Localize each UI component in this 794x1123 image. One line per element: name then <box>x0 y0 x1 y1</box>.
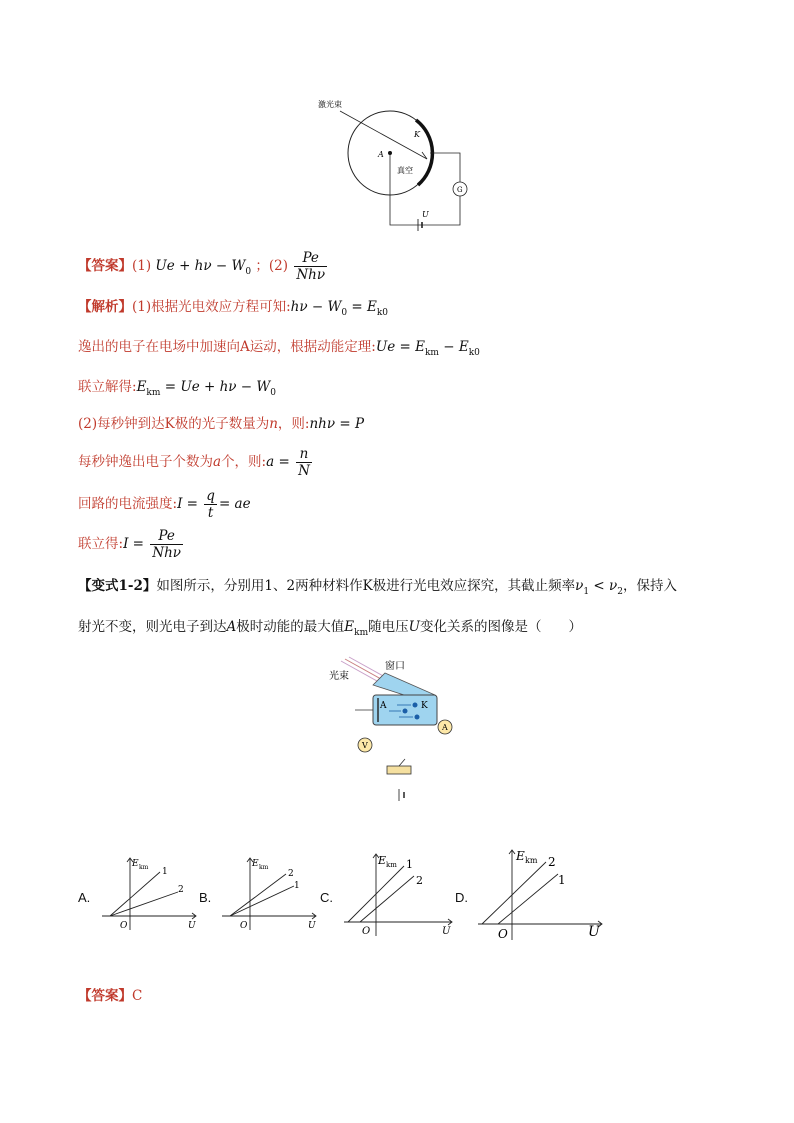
svg-text:U: U <box>308 921 316 931</box>
svg-text:E: E <box>252 859 259 869</box>
fraction-n-over-N: $\frac{n}{N}$ <box>298 446 310 479</box>
a-label: A <box>378 150 384 159</box>
fraction-q-over-t: $\frac{q}{t}$ <box>206 488 215 521</box>
line-1 <box>498 874 558 924</box>
answer-expr1: Ue + hν − W <box>155 258 246 274</box>
svg-text:2: 2 <box>548 855 556 869</box>
option-d-label[interactable]: D. <box>455 890 468 905</box>
svg-text:km: km <box>386 861 397 869</box>
voltmeter-label: V <box>362 741 368 750</box>
analysis-line-2: 逸出的电子在电场中加速向A运动，根据动能定理:Ue = $E_{km} - E_{k0}$ <box>78 339 480 358</box>
variant-line-2: 射光不变，则光电子到达A极时动能的最大值$E_{km}$随电压U变化关系的图像是（ ） <box>78 619 582 638</box>
line-1 <box>230 886 294 916</box>
svg-text:O: O <box>498 927 508 941</box>
analysis-line-7: 联立得:I = $\frac{Pe}{\text{Nhν}}$ <box>78 528 182 561</box>
answer-sep: ；(2) <box>255 258 289 274</box>
ammeter-label: A <box>442 723 448 732</box>
beam-label: 光束 <box>329 671 349 682</box>
svg-text:1: 1 <box>406 858 413 871</box>
svg-text:E: E <box>516 849 525 863</box>
svg-text:2: 2 <box>288 869 294 879</box>
k-label: K <box>414 130 420 139</box>
line-2 <box>110 892 178 916</box>
option-d-graph[interactable] <box>474 844 606 942</box>
answer-1-line: 【答案】(1) $Ue + h\nu - W_0$ ；(2) $\frac{Pe}{\text{Nhν}}$ <box>78 250 326 283</box>
svg-text:km: km <box>139 864 149 871</box>
svg-text:O: O <box>362 926 371 937</box>
rheostat <box>387 766 411 774</box>
answer-2-tag: 【答案】 <box>78 988 132 1004</box>
answer-part1: (1) <box>132 258 152 274</box>
fraction-pe-over-nhv: $\frac{Pe}{\text{Nhν}}$ <box>152 528 182 561</box>
analysis-line-3: 联立解得$:E_{km} = Ue + h\nu - W_0$ <box>78 379 276 398</box>
svg-text:1: 1 <box>162 867 168 877</box>
line-2 <box>482 862 546 924</box>
u-label: U <box>422 210 429 219</box>
svg-text:O: O <box>240 921 248 931</box>
analysis-line-5: 每秒钟逸出电子个数为a个，则:a = $\frac{n}{N}$ <box>78 446 310 479</box>
variant-line-1: 【变式1-2】如图所示，分别用1、2两种材料作K极进行光电效应探究，其截止频率$\nu_1 < \nu_2$，保持入 <box>78 578 677 597</box>
svg-text:2: 2 <box>416 874 423 887</box>
answer-2-line <box>78 986 142 1006</box>
option-a-label[interactable]: A. <box>78 890 91 905</box>
svg-text:1: 1 <box>558 873 566 887</box>
analysis-tag: 【解析】 <box>78 299 132 315</box>
option-c-label[interactable]: C. <box>320 890 333 905</box>
anode-a <box>388 151 392 155</box>
analysis-line-1: 【解析】(1)根据光电效应方程可知:hν − $W_0 = E_{k0}$ <box>78 299 389 318</box>
svg-text:E: E <box>378 854 387 867</box>
window-label: 窗口 <box>385 661 405 672</box>
svg-text:E: E <box>132 859 139 869</box>
option-b-label[interactable]: B. <box>199 890 212 905</box>
svg-text:km: km <box>525 856 538 865</box>
analysis-line-4: (2)每秒钟到达K极的光子数量为n，则:nhν = P <box>78 416 365 432</box>
svg-text:1: 1 <box>294 881 300 891</box>
photoelectric-circuit-diagram <box>325 655 465 803</box>
svg-text:U: U <box>442 926 451 937</box>
answer-2-value: C <box>132 988 143 1004</box>
option-a-graph[interactable] <box>94 852 204 934</box>
line-2 <box>230 874 286 916</box>
vacuum-label: 真空 <box>397 166 413 175</box>
phototube-diagram <box>300 95 480 235</box>
svg-text:U: U <box>188 921 196 931</box>
tube-a-label: A <box>380 701 387 711</box>
g-label: G <box>457 186 463 194</box>
variant-tag: 【变式1-2】 <box>78 578 157 594</box>
svg-text:U: U <box>588 924 600 940</box>
svg-text:km: km <box>259 864 269 871</box>
laser-label: 激光束 <box>318 100 342 109</box>
analysis-line-6: 回路的电流强度:I = $\frac{q}{t}$ = ae <box>78 488 251 521</box>
answer-fraction: $\frac{Pe}{\text{Nhν}}$ <box>296 250 326 283</box>
svg-text:O: O <box>120 921 128 931</box>
svg-text:2: 2 <box>178 885 184 895</box>
option-b-graph[interactable] <box>214 852 324 934</box>
line-1 <box>110 872 160 916</box>
answer-tag: 【答案】 <box>78 258 132 274</box>
option-c-graph[interactable] <box>338 848 458 938</box>
tube-k-label: K <box>421 701 428 711</box>
